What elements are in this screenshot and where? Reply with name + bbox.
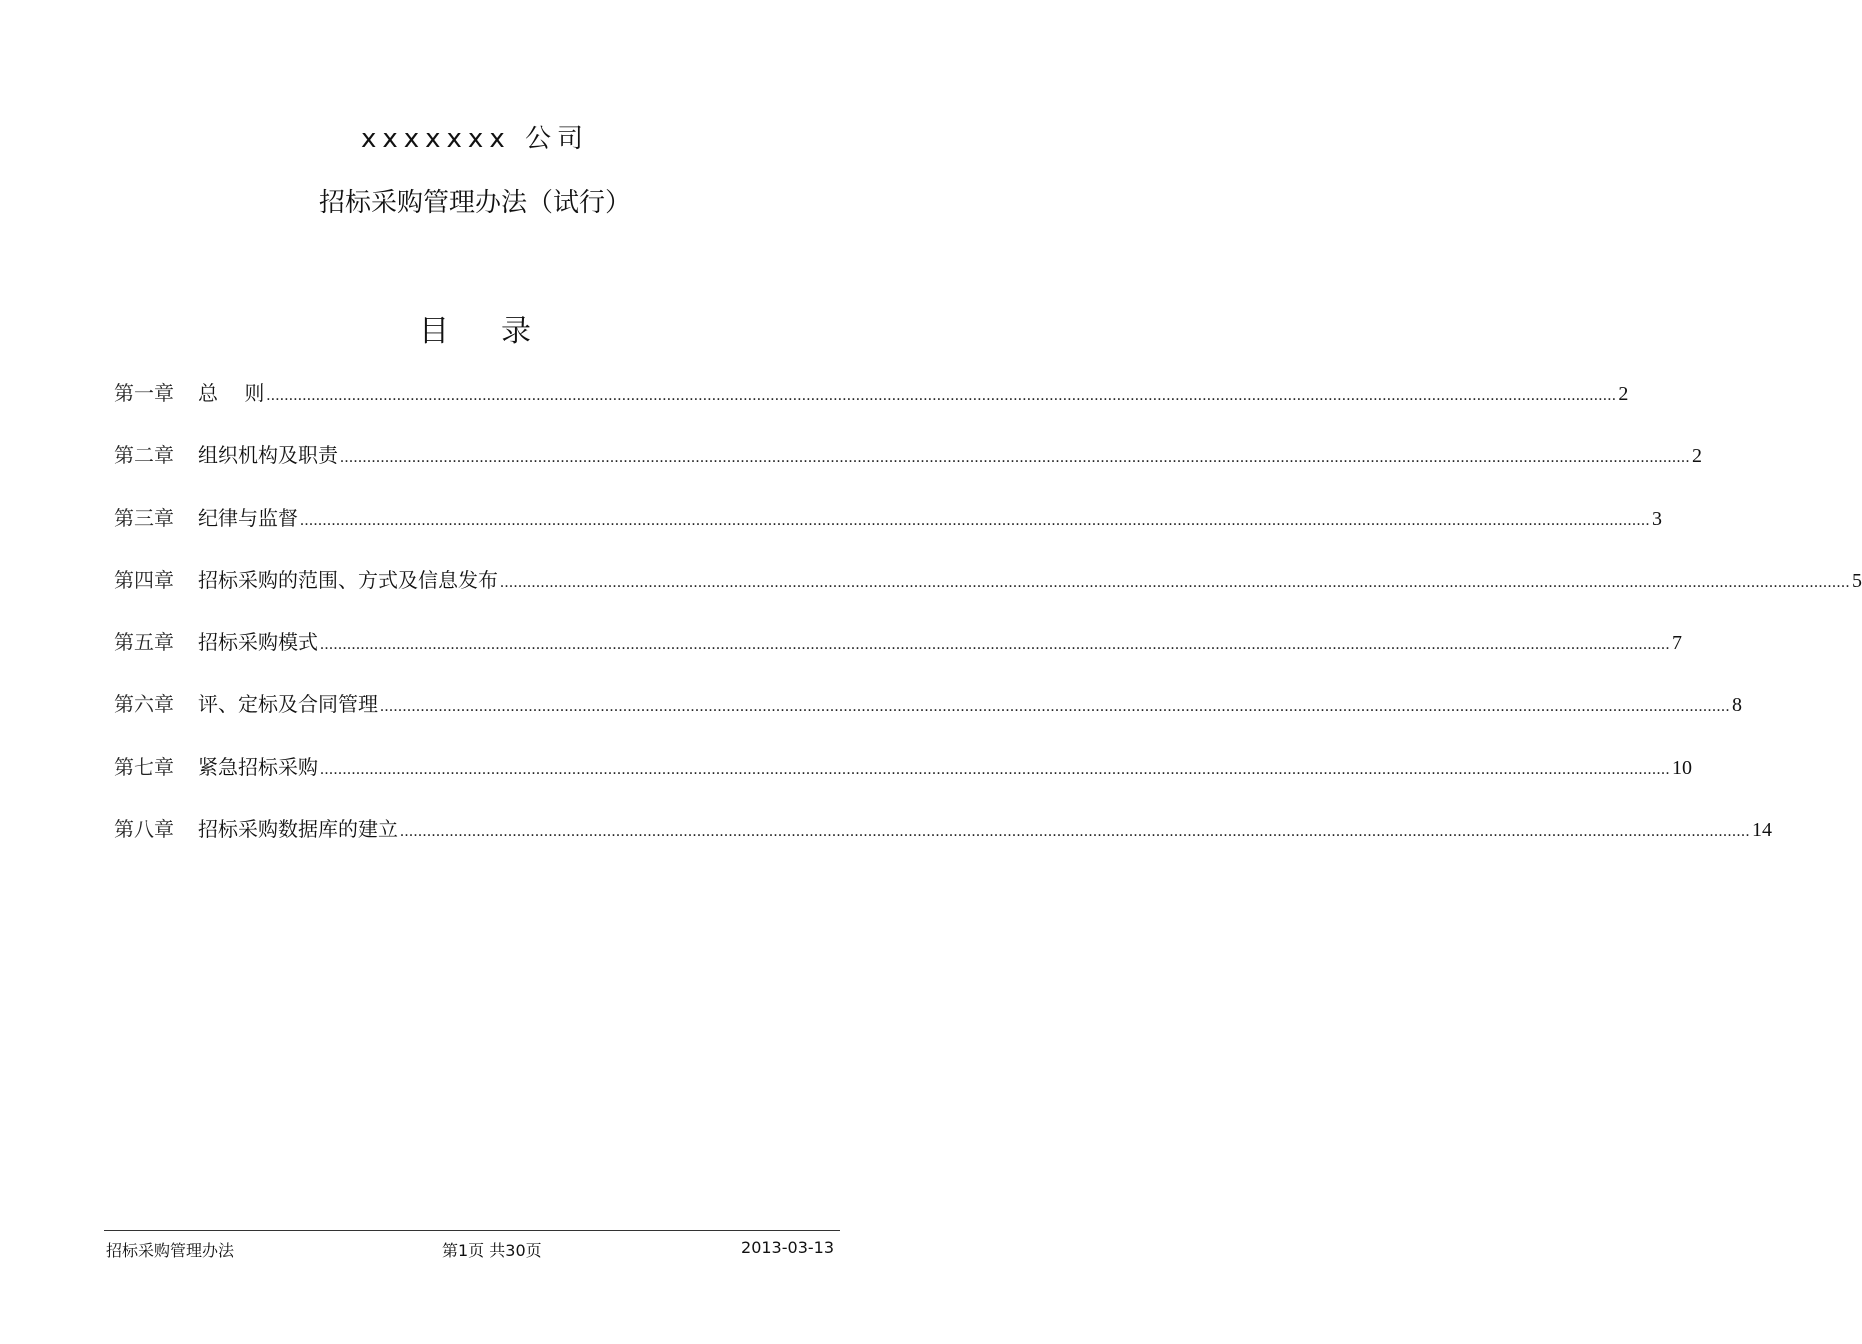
toc-chapter-number: 第一章 (114, 383, 174, 405)
toc-chapter-title: 评、定标及合同管理 (198, 692, 378, 717)
table-of-contents (114, 377, 1862, 875)
toc-chapter-number: 第五章 (114, 632, 174, 655)
toc-dot-leader: ............................................................................................................................................................................................................................................................................................................ (266, 387, 1617, 404)
toc-entry-8[interactable] (114, 813, 1772, 875)
toc-dot-leader: ............................................................................................................................................................................................................................................................................................................ (340, 449, 1690, 467)
toc-dot-leader: ............................................................................................................................................................................................................................................................................................................ (500, 573, 1850, 591)
toc-chapter-title: 总 则 (198, 381, 265, 405)
toc-chapter-number: 第四章 (114, 569, 174, 592)
toc-page-number: 2 (1692, 445, 1702, 468)
toc-dot-leader: ............................................................................................................................................................................................................................................................................................................ (320, 760, 1670, 778)
toc-page-number: 10 (1672, 756, 1692, 779)
toc-page-number: 8 (1732, 694, 1742, 717)
toc-chapter-number: 第二章 (114, 445, 174, 468)
toc-entry-3[interactable] (114, 502, 1662, 564)
toc-entry-1[interactable] (114, 377, 1629, 439)
toc-page-number: 14 (1752, 819, 1772, 842)
footer-divider (104, 1230, 840, 1231)
toc-dot-leader: ............................................................................................................................................................................................................................................................................................................ (380, 698, 1730, 716)
toc-page-number: 3 (1652, 507, 1662, 530)
toc-chapter-title: 招标采购数据库的建立 (198, 817, 398, 842)
toc-entry-6[interactable] (114, 688, 1742, 750)
toc-chapter-title: 纪律与监督 (198, 505, 298, 530)
footer-page-info: 第1页 共30页 (442, 1241, 542, 1260)
toc-chapter-number: 第八章 (114, 819, 174, 842)
toc-heading-left: 目 (419, 314, 449, 349)
toc-heading (0, 306, 950, 350)
toc-chapter-title: 招标采购的范围、方式及信息发布 (198, 567, 498, 592)
document-title: 招标采购管理办法（试行） (318, 188, 631, 218)
toc-entry-4[interactable] (114, 564, 1862, 626)
toc-chapter-title: 组织机构及职责 (198, 443, 338, 468)
toc-chapter-title: 招标采购模式 (198, 630, 318, 655)
toc-dot-leader: ............................................................................................................................................................................................................................................................................................................ (400, 823, 1750, 841)
toc-entry-2[interactable] (114, 439, 1702, 501)
toc-dot-leader: ............................................................................................................................................................................................................................................................................................................ (300, 511, 1650, 529)
toc-page-number: 5 (1852, 569, 1862, 592)
toc-page-number: 7 (1672, 632, 1682, 655)
toc-entry-7[interactable] (114, 751, 1692, 813)
toc-entry-5[interactable] (114, 626, 1682, 688)
toc-dot-leader: ............................................................................................................................................................................................................................................................................................................ (320, 636, 1670, 654)
footer-date: 2013-03-13 (741, 1238, 834, 1257)
company-name: xxxxxxx 公司 (361, 124, 589, 154)
toc-chapter-title: 紧急招标采购 (198, 754, 318, 779)
toc-chapter-number: 第七章 (114, 756, 174, 779)
toc-chapter-number: 第六章 (114, 694, 174, 717)
toc-heading-right: 录 (501, 314, 531, 349)
footer-document-name: 招标采购管理办法 (106, 1241, 235, 1260)
toc-chapter-number: 第三章 (114, 507, 174, 530)
toc-page-number: 2 (1618, 383, 1629, 405)
